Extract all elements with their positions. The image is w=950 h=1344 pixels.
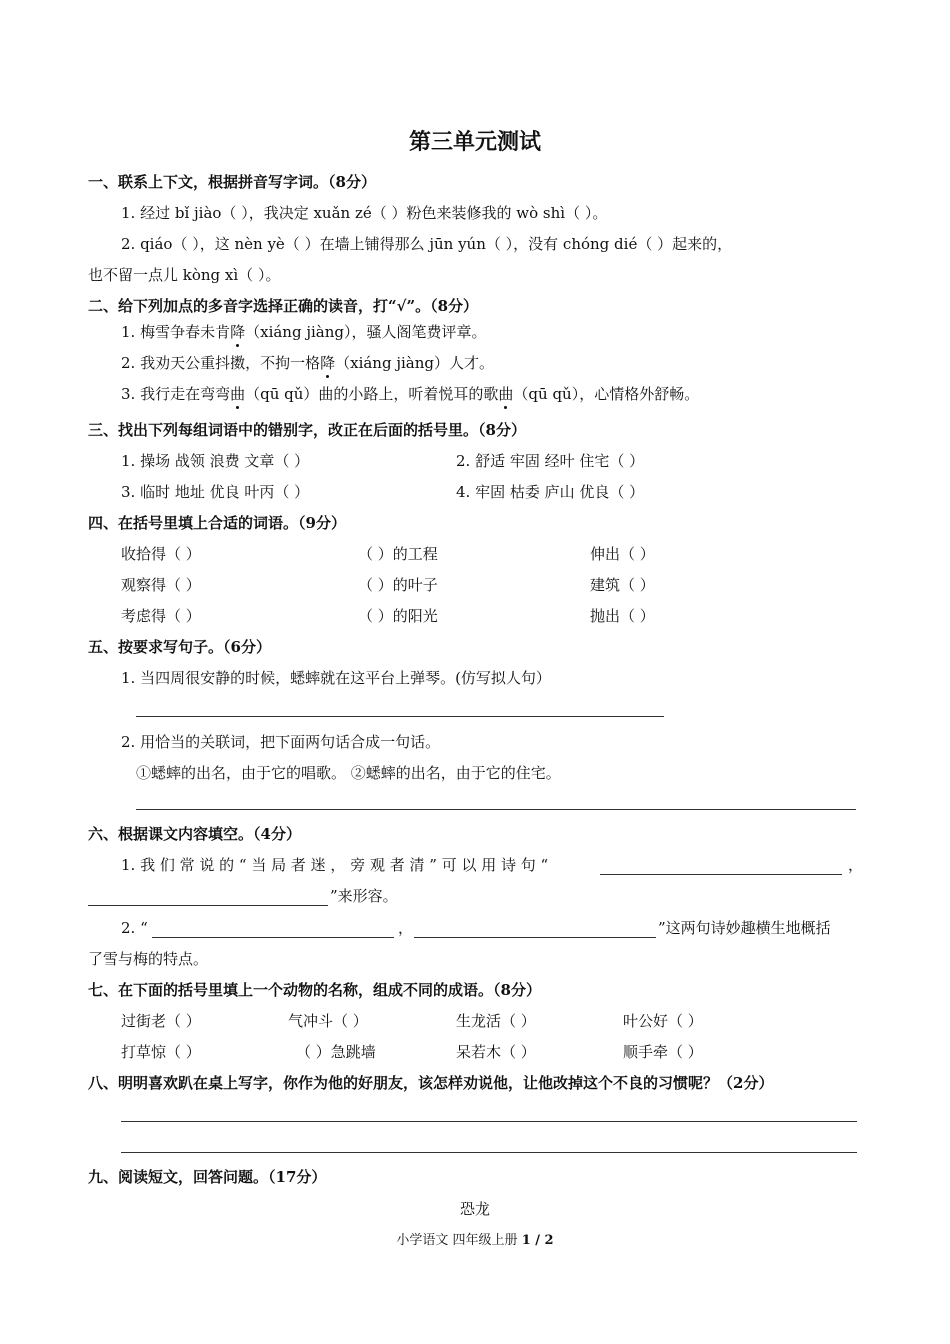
section-2-heading: 二、给下列加点的多音字选择正确的读音，打“√”。（8分） [88, 297, 479, 315]
s6-q2-comma: ， [398, 919, 414, 937]
s2-l2-text-b: （xiáng jiàng）人才。 [335, 354, 494, 372]
s2-l1-text-b: （xiáng jiàng），骚人阁笔费评章。 [245, 323, 487, 341]
s4-item: 建筑（ ） [590, 576, 655, 594]
footer-text: 小学语文 四年级上册 [396, 1233, 522, 1248]
fill-blank[interactable] [414, 937, 656, 938]
s3-group-3: 3. 临时 地址 优良 叶丙（ ） [121, 483, 310, 501]
section-4-heading: 四、在括号里填上合适的词语。（9分） [88, 514, 346, 532]
fill-blank[interactable] [88, 905, 328, 906]
s2-line-3 [121, 384, 699, 404]
s4-item: （ ）的阳光 [358, 607, 438, 625]
s4-item: 考虑得（ ） [121, 607, 201, 625]
section-9-heading: 九、阅读短文，回答问题。（17分） [88, 1168, 327, 1186]
dotted-char: 曲 [230, 385, 246, 403]
s4-item: 伸出（ ） [590, 545, 655, 563]
s4-item: （ ）的工程 [358, 545, 438, 563]
s3-group-1: 1. 操场 战领 浪费 文章（ ） [121, 452, 310, 470]
s2-l2-text-a: 2. 我劝天公重抖擞，不拘一格 [121, 354, 321, 372]
s5-question-2: 2. 用恰当的关联词，把下面两句话合成一句话。 [121, 733, 441, 751]
s2-l3-text-c: （qū qǔ），心情格外舒畅。 [513, 385, 700, 403]
s6-q1-comma: ， [848, 856, 864, 874]
fill-blank[interactable] [152, 937, 394, 938]
page-number: 1 / 2 [521, 1233, 554, 1248]
s2-l3-text-a: 3. 我行走在弯弯 [121, 385, 231, 403]
answer-line[interactable] [121, 1121, 857, 1122]
s2-l3-text-b: （qū qǔ）曲的小路上，听着悦耳的歌 [245, 385, 499, 403]
s4-item: （ ）的叶子 [358, 576, 438, 594]
answer-line[interactable] [136, 716, 664, 717]
section-1-heading: 一、联系上下文，根据拼音写字词。（8分） [88, 173, 376, 191]
fill-blank[interactable] [600, 874, 842, 875]
s5-sentences: ①蟋蟀的出名，由于它的唱歌。 ②蟋蟀的出名，由于它的住宅。 [136, 764, 561, 782]
s7-item: （ ）急跳墙 [296, 1043, 376, 1061]
s7-item: 打草惊（ ） [121, 1043, 201, 1061]
s2-line-2 [121, 353, 494, 373]
s1-line-1: 1. 经过 bǐ jiào（ ），我决定 xuǎn zé（ ）粉色来装修我的 wò shì（ ）。 [121, 204, 608, 222]
s7-item: 呆若木（ ） [456, 1043, 536, 1061]
s4-item: 抛出（ ） [590, 607, 655, 625]
dotted-char: 降 [230, 323, 246, 341]
s7-item: 顺手牵（ ） [623, 1043, 703, 1061]
page-title: 第三单元测试 [408, 129, 541, 155]
s7-item: 叶公好（ ） [623, 1012, 703, 1030]
dotted-char: 降 [320, 354, 336, 372]
page-footer [0, 1229, 950, 1248]
s5-question-1: 1. 当四周很安静的时候，蟋蟀就在这平台上弹琴。(仿写拟人句） [121, 669, 551, 687]
s3-group-2: 2. 舒适 牢固 经叶 住宅（ ） [456, 452, 645, 470]
s7-item: 气冲斗（ ） [288, 1012, 368, 1030]
s7-item: 生龙活（ ） [456, 1012, 536, 1030]
section-7-heading: 七、在下面的括号里填上一个动物的名称，组成不同的成语。（8分） [88, 981, 541, 999]
s4-item: 收拾得（ ） [121, 545, 201, 563]
s7-item: 过街老（ ） [121, 1012, 201, 1030]
s1-line-2: 2. qiáo（ ），这 nèn yè（ ）在墙上铺得那么 jūn yún（ ），没有 chóng dié（ ）起来的， [121, 235, 733, 253]
s6-q1-end: ”来形容。 [330, 887, 398, 905]
s6-q2-cont: 了雪与梅的特点。 [88, 950, 209, 968]
s1-line-3: 也不留一点儿 kòng xì（ ）。 [88, 266, 281, 284]
s4-item: 观察得（ ） [121, 576, 201, 594]
s3-group-4: 4. 牢固 枯委 庐山 优良（ ） [456, 483, 645, 501]
section-3-heading: 三、找出下列每组词语中的错别字，改正在后面的括号里。（8分） [88, 421, 526, 439]
s6-q2-end: ”这两句诗妙趣横生地概括 [658, 919, 831, 937]
passage-title: 恐龙 [459, 1200, 490, 1218]
section-8-heading: 八、明明喜欢趴在桌上写字，你作为他的好朋友，该怎样劝说他，让他改掉这个不良的习惯呢？（2分） [88, 1074, 774, 1092]
answer-line[interactable] [121, 1152, 857, 1153]
dotted-char: 曲 [498, 385, 514, 403]
section-6-heading: 六、根据课文内容填空。（4分） [88, 825, 301, 843]
s6-q1-text: 1. 我 们 常 说 的 “ 当 局 者 迷 ， 旁 观 者 清 ” 可 以 用 诗 句 “ [121, 856, 549, 874]
answer-line[interactable] [136, 809, 856, 810]
s6-q2-start: 2. “ [121, 919, 148, 937]
s2-l1-text-a: 1. 梅雪争春未肯 [121, 323, 231, 341]
section-5-heading: 五、按要求写句子。（6分） [88, 638, 271, 656]
s2-line-1 [121, 322, 487, 342]
